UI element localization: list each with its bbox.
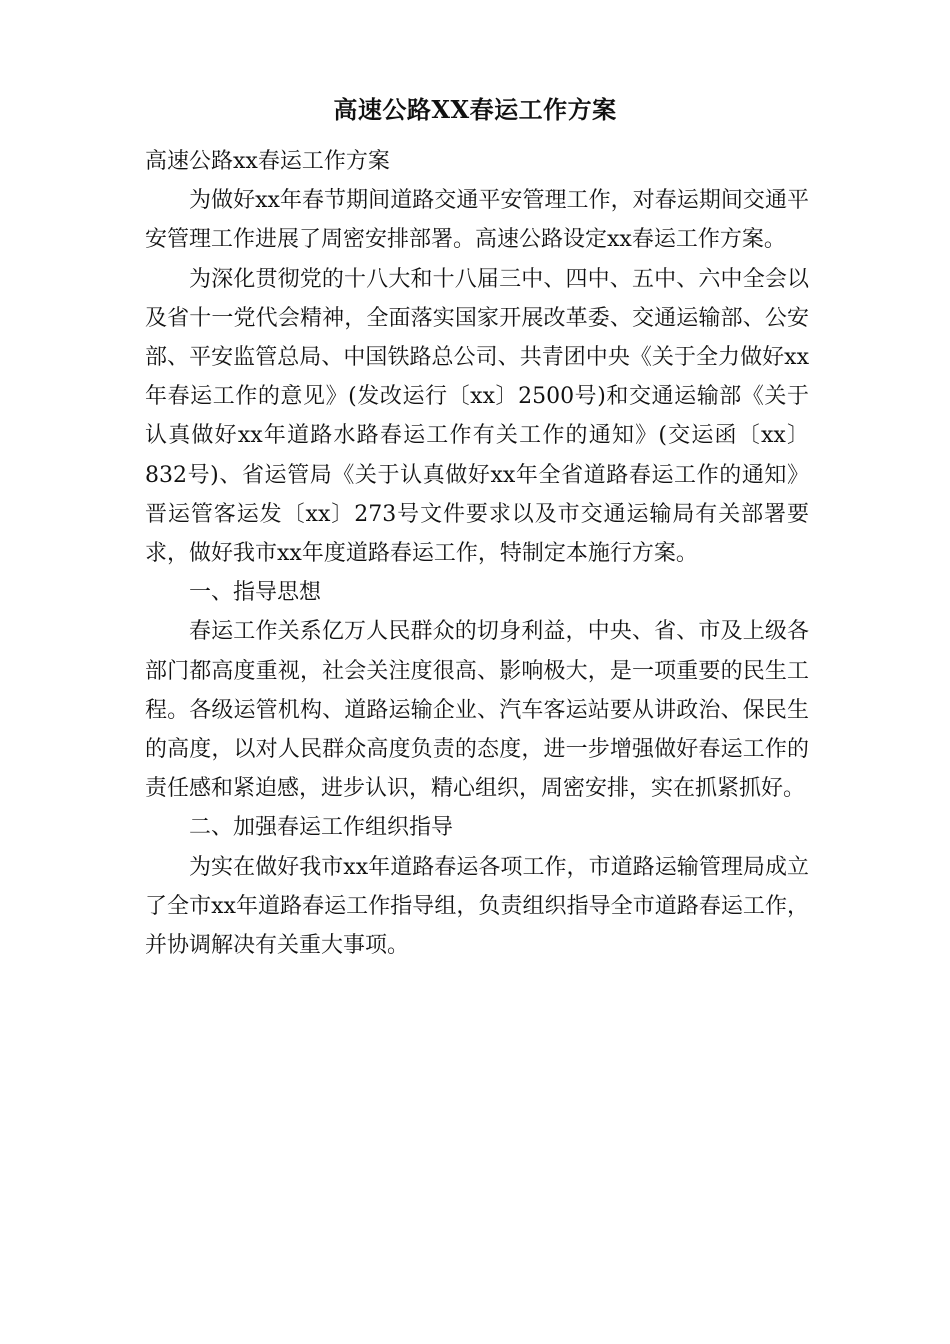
paragraph-basis: 为深化贯彻党的十八大和十八届三中、四中、五中、六中全会以及省十一党代会精神，全面落实国家开展改革委、交通运输部、公安部、平安监管总局、中国铁路总公司、共青团中央《关于全力做好xx年春运工作的意见》(发改运行〔xx〕2500号)和交通运输部《关于认真做好xx年道路水路春运工作有关工作的通知》(交运函〔xx〕832号)、省运管局《关于认真做好xx年全省道路春运工作的通知》晋运管客运发〔xx〕273号文件要求以及市交通运输局有关部署要求，做好我市xx年度道路春运工作，特制定本施行方案。 [145, 266, 810, 567]
document-title: 高速公路XX春运工作方案 [333, 95, 617, 124]
paragraph-organization: 为实在做好我市xx年道路春运各项工作，市道路运输管理局成立了全市xx年道路春运工作指导组，负责组织指导全市道路春运工作，并协调解决有关重大事项。 [145, 854, 809, 959]
document-body [145, 142, 809, 965]
document-subtitle: 高速公路xx春运工作方案 [145, 149, 390, 174]
paragraph-intro: 为做好xx年春节期间道路交通平安管理工作，对春运期间交通平安管理工作进展了周密安排部署。高速公路设定xx春运工作方案。 [145, 188, 809, 253]
section-heading-organization: 二、加强春运工作组织指导 [189, 815, 454, 841]
paragraph-guiding-ideology: 春运工作关系亿万人民群众的切身利益，中央、省、市及上级各部门都高度重视，社会关注度很高、影响极大，是一项重要的民生工程。各级运管机构、道路运输企业、汽车客运站要从讲政治、保民生的高度，以对人民群众高度负责的态度，进一步增强做好春运工作的责任感和紧迫感，进步认识，精心组织，周密安排，实在抓紧抓好。 [145, 619, 809, 802]
section-heading-guiding-ideology: 一、指导思想 [189, 580, 322, 606]
